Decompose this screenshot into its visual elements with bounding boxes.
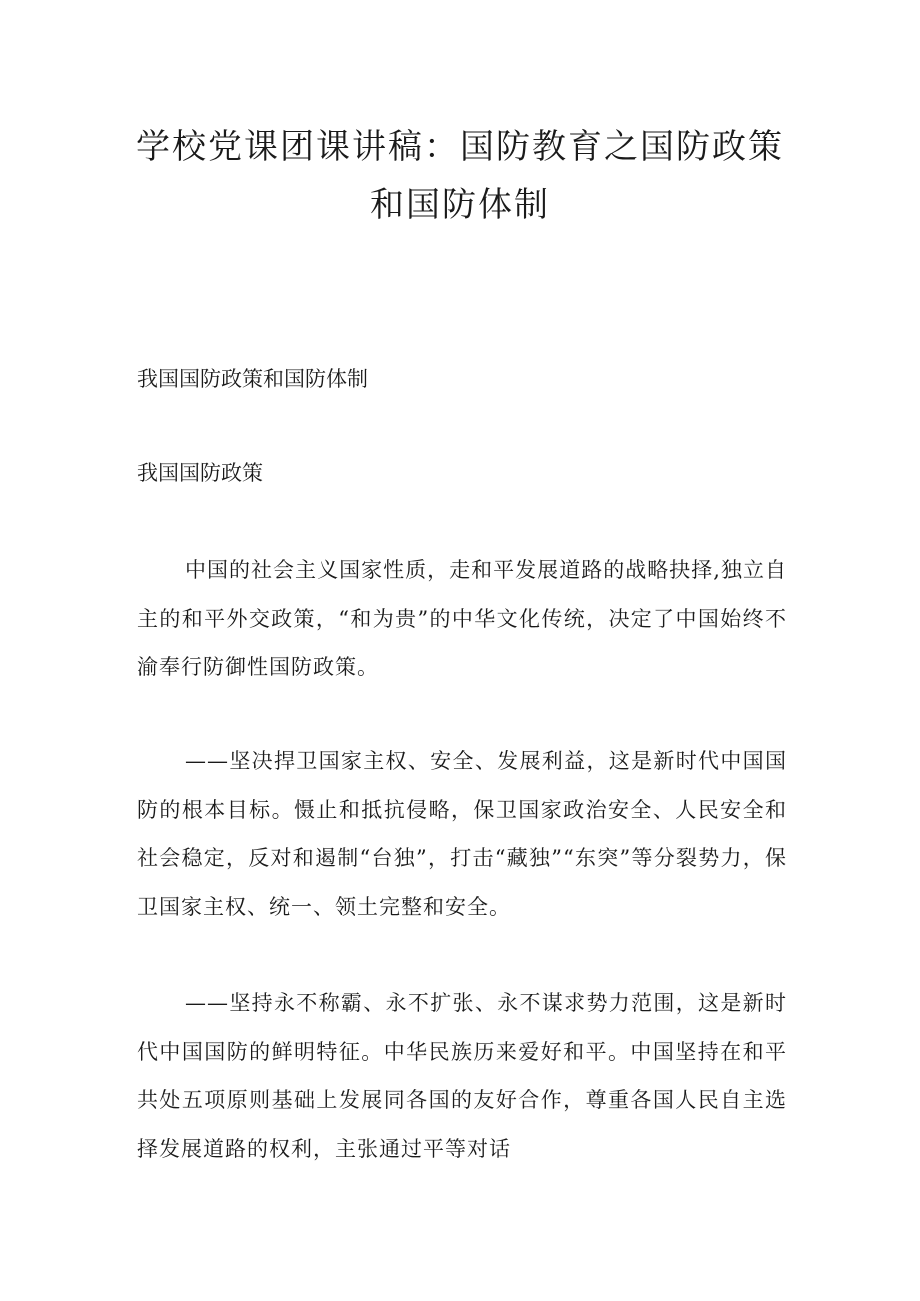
paragraph-3: ——坚持永不称霸、永不扩张、永不谋求势力范围，这是新时代中国国防的鲜明特征。中华民族历来爱好和平。中国坚持在和平共处五项原则基础上发展同各国的友好合作，尊重各国人民自主选择发展道路的权利，主张通过平等对话 bbox=[137, 991, 787, 1161]
subsection-heading: 我国国防政策 bbox=[137, 461, 263, 485]
paragraph-1: 中国的社会主义国家性质，走和平发展道路的战略抉择,独立自主的和平外交政策，“和为贵”的中华文化传统，决定了中国始终不渝奉行防御性国防政策。 bbox=[137, 558, 787, 679]
paragraph-2: ——坚决捍卫国家主权、安全、发展利益，这是新时代中国国防的根本目标。慑止和抵抗侵略，保卫国家政治安全、人民安全和社会稳定，反对和遏制“台独”，打击“藏独”“东突”等分裂势力，保卫国家主权、统一、领土完整和安全。 bbox=[137, 749, 787, 919]
section-heading: 我国国防政策和国防体制 bbox=[137, 367, 368, 391]
document-title: 学校党课团课讲稿：国防教育之国防政策和国防体制 bbox=[136, 127, 784, 225]
